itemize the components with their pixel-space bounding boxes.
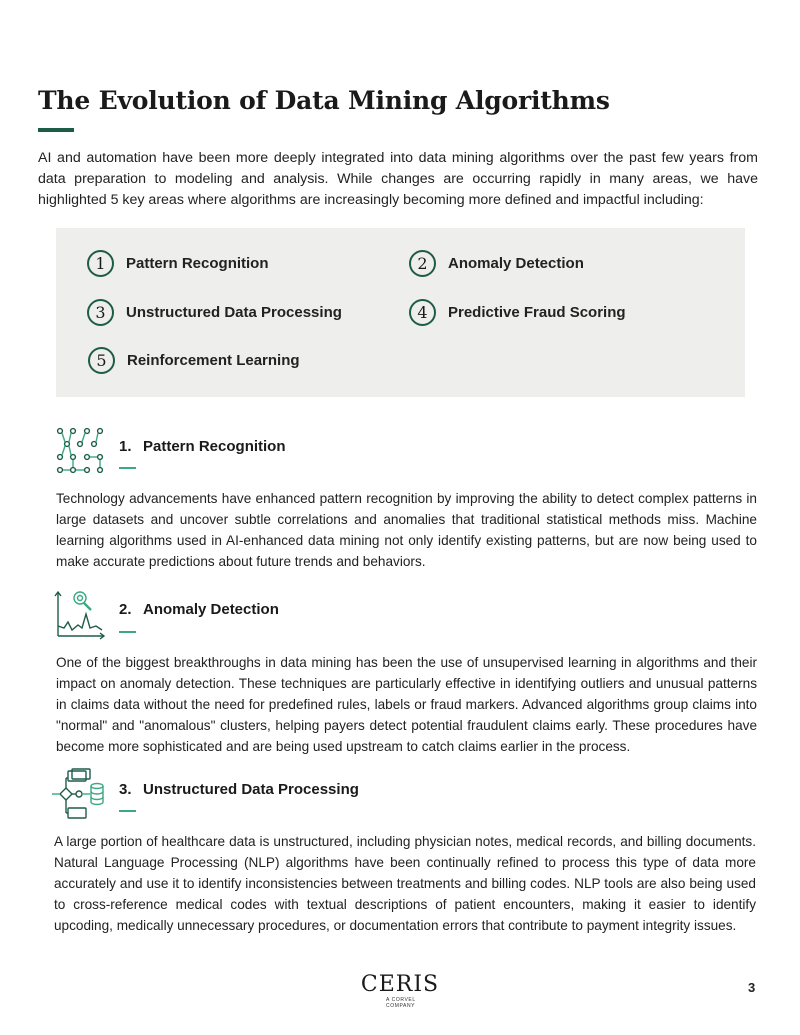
section-body: Technology advancements have enhanced pattern recognition by improving the ability to detect complex patterns in large datasets and uncover subtle correlations and anomalies that traditional statistical methods miss. Machine learning algorithms used in AI-enhanced data mining not only identify existing patterns, but are now being used to make accurate predictions about future trends and behaviors. [56,491,757,569]
section-body: A large portion of healthcare data is unstructured, including physician notes, medical records, and billing documents. Natural Language Processing (NLP) algorithms have been continually refined to process this type of data more accurately and use it to identify inconsistencies between treatments and billing codes. NLP tools are also being used to cross-reference medical codes with textual descriptions of patient encounters, making it easier to identify upcoding, medically unnecessary procedures, or documentation errors that contribute to payment integrity issues. [54,834,756,933]
key-area-item [87,299,342,326]
section-heading [119,601,279,618]
key-area-label: Predictive Fraud Scoring [448,304,626,321]
logo-wordmark: CERIS [360,972,440,997]
key-area-label: Reinforcement Learning [127,352,300,369]
section-underline [119,467,136,469]
section-heading [119,781,359,798]
section-title: Pattern Recognition [143,438,286,455]
section-number: 3. [119,781,132,798]
number-badge: 5 [88,347,115,374]
number-badge: 1 [87,250,114,277]
key-areas-panel [56,228,745,397]
section-body: One of the biggest breakthroughs in data mining has been the use of unsupervised learning in algorithms and their impact on anomaly detection. These techniques are particularly effective in identifying outliers and unusual patterns in claims data without the need for predefined rules, labels or fraud markers. Advanced algorithms group claims into "normal" and "anomalous" clusters, helping payers detect potential fraudulent claims early. These procedures have become more sophisticated and are being used upstream to catch claims earlier in the process. [56,655,757,754]
number-badge: 3 [87,299,114,326]
page-title: The Evolution of Data Mining Algorithms [38,86,610,115]
key-area-item [88,347,300,374]
number-badge: 2 [409,250,436,277]
key-area-item [409,299,626,326]
section-underline [119,631,136,633]
anomaly-chart-magnifier-icon [54,588,108,640]
title-underline [38,128,74,132]
section-title: Anomaly Detection [143,601,279,618]
key-area-label: Anomaly Detection [448,255,584,272]
data-flow-database-icon [50,768,108,820]
section-heading [119,438,286,455]
key-area-item [409,250,584,277]
pattern-network-icon [54,424,106,474]
page-number: 3 [748,980,756,995]
intro-paragraph: AI and automation have been more deeply integrated into data mining algorithms over the past few years from data preparation to modeling and analysis. While changes are occurring rapidly in many areas, we have highlighted 5 key areas where algorithms are increasingly becoming more defined and impactful including: [38,150,758,208]
key-area-item [87,250,269,277]
section-number: 2. [119,601,132,618]
section-underline [119,810,136,812]
key-area-label: Pattern Recognition [126,255,269,272]
key-area-label: Unstructured Data Processing [126,304,342,321]
section-title: Unstructured Data Processing [143,781,359,798]
section-number: 1. [119,438,132,455]
company-logo [360,974,440,1009]
number-badge: 4 [409,299,436,326]
logo-tagline: A CORVEL COMPANY [386,997,416,1009]
